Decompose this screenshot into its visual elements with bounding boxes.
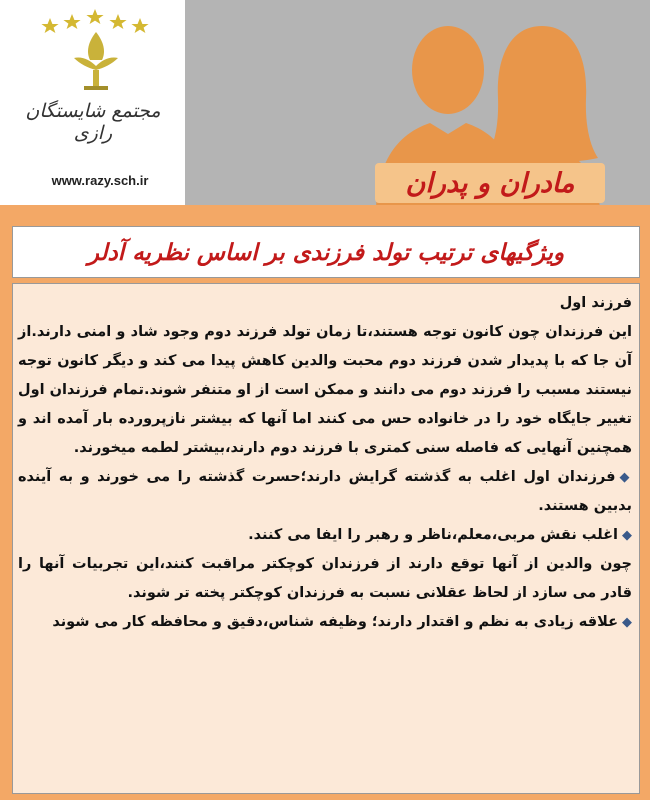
- bullet-text: فرزندان اول اغلب به گذشته گرایش دارند؛حسرت گذشته را می خورند و به آینده بدبین هستند.: [18, 469, 632, 514]
- diamond-bullet-icon: ◆: [619, 470, 632, 485]
- intro-paragraph: این فرزندان چون کانون توجه هستند،تا زمان تولد فرزند دوم وجود شاد و امنی دارند.از آن جا که با پدیدار شدن فرزند دوم محبت والدین کاهش پیدا می کند و دیگر کانون توجه نیستند مسبب را فرزند دوم می دانند و ممکن است از او متنفر شوند.تمام فرزندان اول تغییر جایگاه خود را در خانواده حس می کنند اما آنها که بیشتر نازپرورده بار آمده اند و همچنین آنهایی که فاصله سنی کمتری با فرزند دوم دارند،بیشتر لطمه میخورند.: [18, 324, 632, 456]
- bullet-item: [18, 521, 632, 550]
- school-emblem-icon: [66, 30, 126, 92]
- section-banner: [375, 163, 605, 203]
- content-heading: فرزند اول: [559, 295, 632, 311]
- diamond-bullet-icon: ◆: [622, 528, 632, 543]
- bullet-text: علاقه زیادی به نظم و اقتدار دارند؛ وظیفه شناس،دقیق و محافظه کار می شوند: [52, 614, 618, 630]
- page-title: ویژگیهای ترتیب تولد فرزندی بر اساس نظریه آدلر: [87, 238, 565, 266]
- logo-panel: [0, 0, 185, 205]
- body-paragraph: چون والدین از آنها توقع دارند از فرزندان کوچکتر مراقبت کنند،این تجربیات آنها را قادر می سازد از لحاظ عقلانی نسبت به فرزندان کوچکتر پخته تر شوند.: [18, 556, 632, 601]
- bullet-item: [18, 608, 632, 637]
- banner-label: مادران و پدران: [405, 167, 575, 199]
- bullet-text: اغلب نقش مربی،معلم،ناظر و رهبر را ایفا می کنند.: [248, 527, 618, 543]
- article-body: [18, 289, 632, 637]
- logo-url[interactable]: www.razy.sch.ir: [51, 173, 149, 188]
- diamond-bullet-icon: ◆: [622, 615, 632, 630]
- title-box: [12, 226, 640, 278]
- bullet-item: [18, 463, 632, 521]
- logo-name: مجتمع شایستگان رازی: [25, 100, 161, 144]
